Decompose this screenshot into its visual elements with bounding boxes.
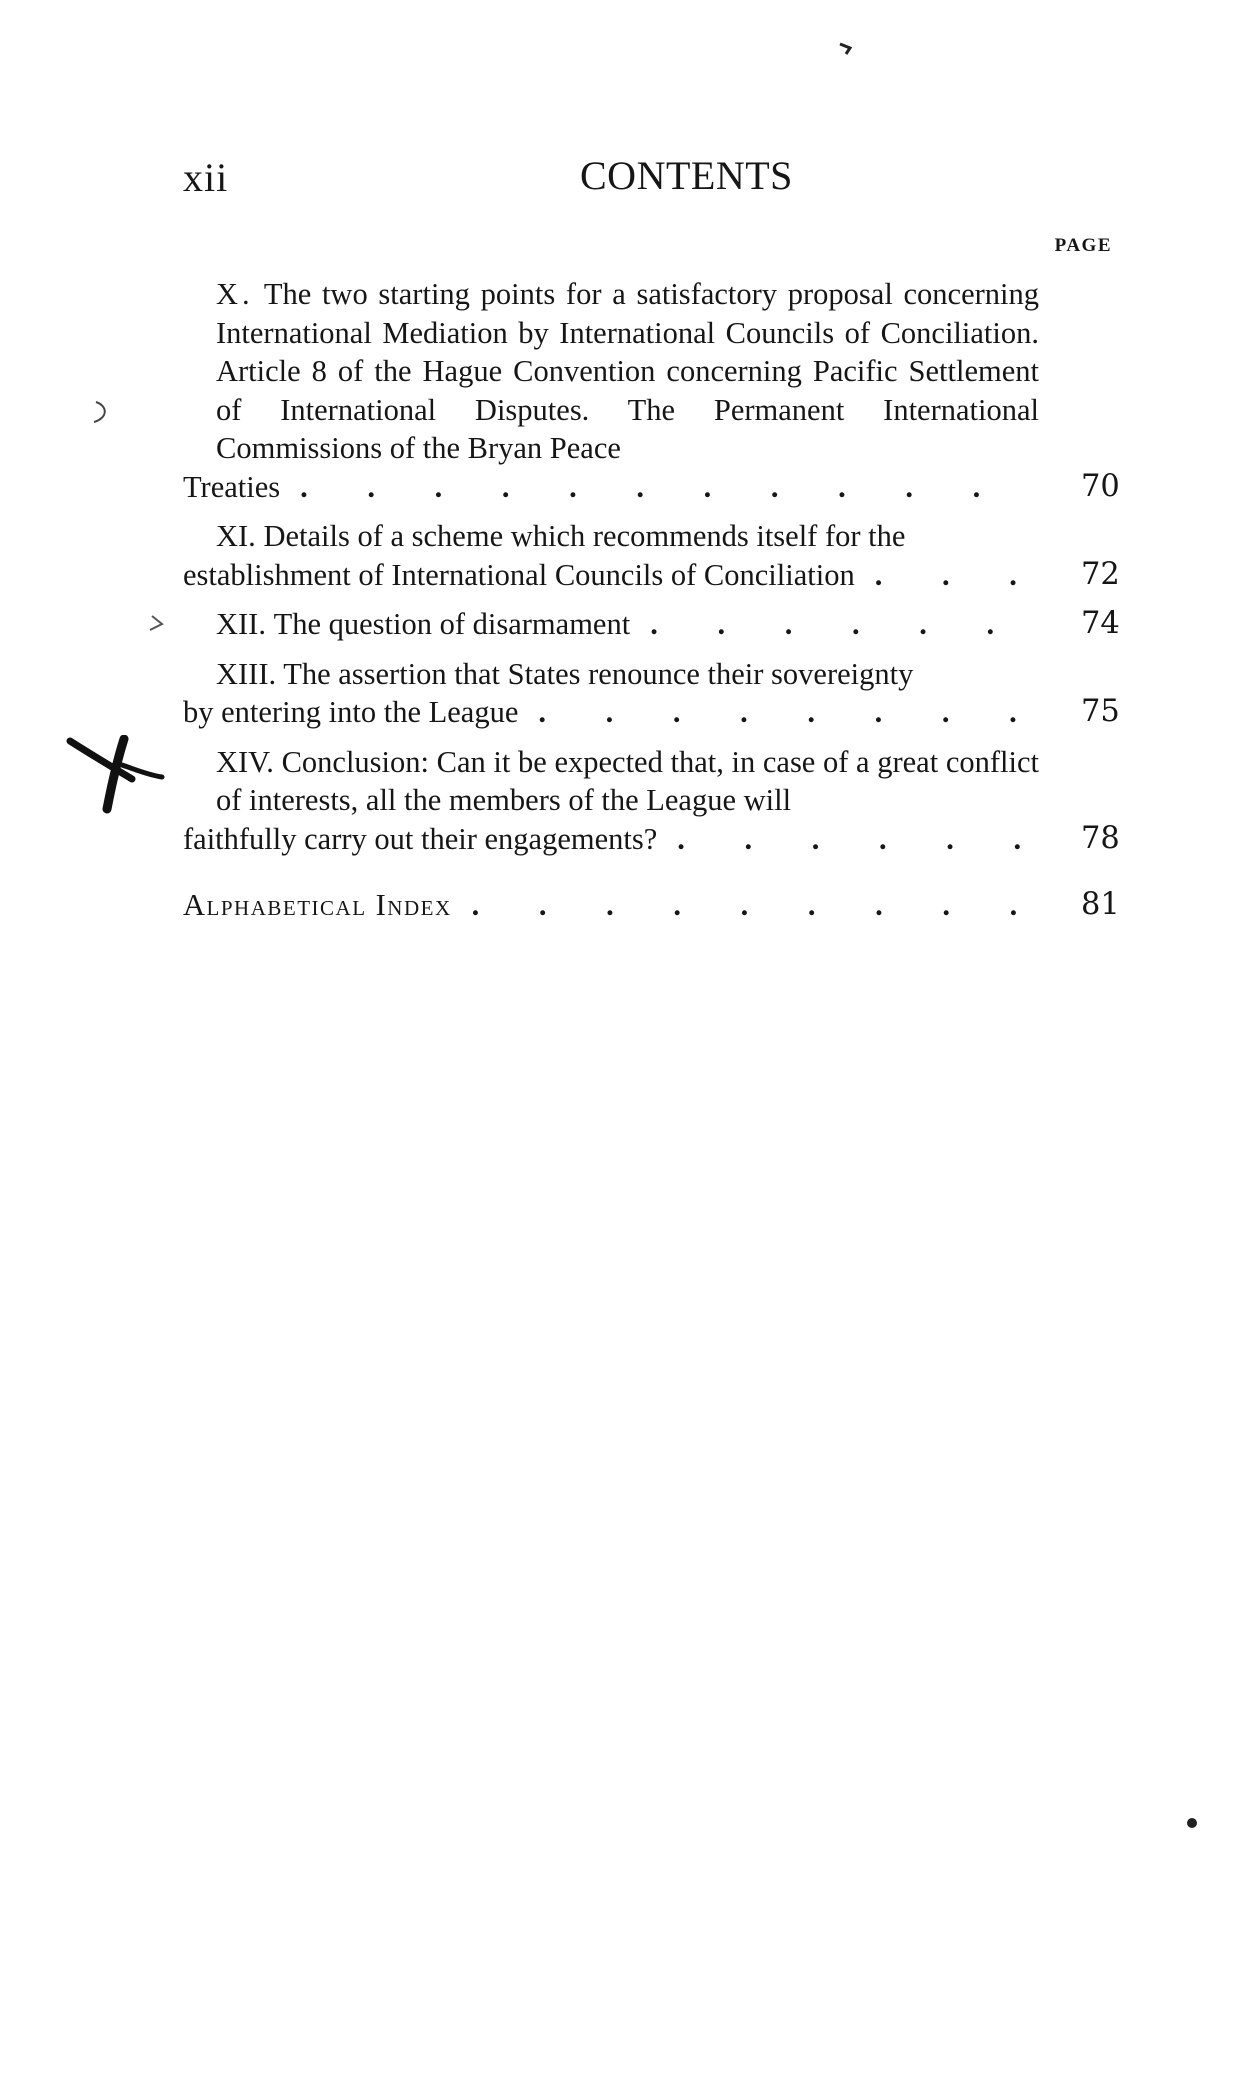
- entry-description: The assertion that States renounce their sovereignty: [283, 656, 914, 691]
- entry-text: [183, 655, 1039, 694]
- entry-leader-line: [183, 556, 1039, 595]
- entry-page-number: 75: [1081, 694, 1120, 729]
- margin-tick-mark: [140, 610, 170, 640]
- toc-entry: [183, 743, 1120, 859]
- toc-entry: [183, 655, 1120, 732]
- entry-description: The two starting points for a satisfactory proposal concerning International Mediation by International Councils of Conciliation. Article 8 of the Hague Convention concerning Pacific Settlement of International Disputes. The Permanent International Commissions of the Bryan Peace: [216, 277, 1040, 465]
- entry-page-number: 70: [1081, 468, 1120, 504]
- entry-leader-line: [183, 693, 1039, 732]
- toc-entry: [183, 605, 1120, 644]
- entry-numeral: X.: [216, 277, 254, 311]
- index-page-number: 81: [1081, 887, 1120, 922]
- entry-text: [183, 743, 1039, 820]
- toc-entry: [183, 275, 1120, 506]
- entry-description: Details of a scheme which recommends itself for the: [263, 519, 906, 553]
- entry-numeral: XIV.: [216, 744, 274, 779]
- margin-tick-mark: [86, 398, 116, 428]
- entry-leader-line: [183, 605, 1039, 644]
- toc-entry: [183, 517, 1120, 594]
- dot-leader: [630, 605, 1039, 644]
- table-of-contents: [183, 275, 1120, 936]
- page-number: xii: [183, 155, 229, 200]
- entry-tail: faithfully carry out their engagements?: [183, 821, 658, 856]
- entry-tail: The question of disarmament: [273, 607, 631, 641]
- entry-page-number: 78: [1081, 820, 1120, 856]
- entry-page-number: 72: [1081, 556, 1120, 592]
- dot-leader: [280, 468, 1039, 507]
- entry-tail: establishment of International Councils of Conciliation: [183, 557, 855, 592]
- handwritten-cross-mark: [62, 735, 172, 815]
- index-leader-line: [183, 886, 1039, 925]
- index-entry: [183, 886, 1120, 925]
- entry-description: Conclusion: Can it be expected that, in case of a great conflict of interests, all the members of the League will: [216, 744, 1040, 817]
- entry-text: [183, 275, 1039, 468]
- scan-speck: [1185, 1816, 1199, 1830]
- entry-tail: Treaties: [183, 469, 281, 504]
- entry-numeral: XII.: [216, 607, 266, 641]
- entry-page-number: 74: [1081, 606, 1120, 641]
- entry-leader-line: [183, 820, 1039, 859]
- dot-leader: [518, 693, 1039, 732]
- entry-tail: by entering into the League: [183, 695, 519, 729]
- entry-leader-line: [183, 468, 1039, 507]
- dot-leader: [855, 556, 1039, 595]
- entry-text: [183, 517, 1039, 556]
- dot-leader: [657, 820, 1039, 859]
- index-label: Alphabetical Index: [183, 888, 452, 922]
- entry-numeral: XI.: [216, 519, 256, 553]
- page-title: CONTENTS: [580, 153, 793, 198]
- scan-speck: [838, 40, 854, 56]
- dot-leader: [452, 886, 1039, 925]
- page-column-label: PAGE: [1054, 235, 1112, 256]
- entry-numeral: XIII.: [216, 656, 277, 691]
